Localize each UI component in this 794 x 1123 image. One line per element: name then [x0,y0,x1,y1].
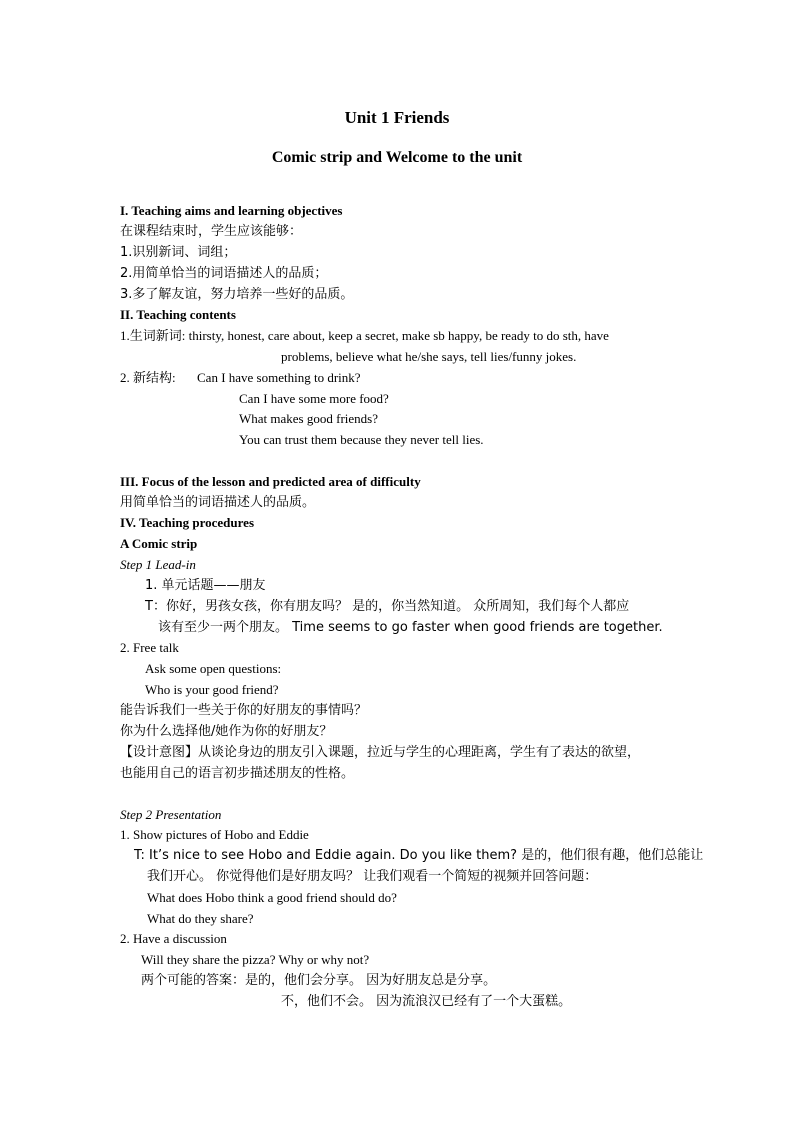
vocabulary-line: 1.生词新词: thirsty, honest, care about, keep a secret, make sb happy, be ready to do sth, have [120,328,609,343]
vocabulary-line: problems, believe what he/she says, tell lies/funny jokes. [281,349,577,364]
step-item: 1. Show pictures of Hobo and Eddie [120,827,309,842]
answer-line: 两个可能的答案：是的，他们会分享。 因为好朋友总是分享。 [141,973,497,988]
design-intent: 也能用自己的语言初步描述朋友的性格。 [120,766,355,781]
step-item: 1. 单元话题——朋友 [145,578,266,593]
teacher-line: 我们开心。 你觉得他们是好朋友吗？ 让我们观看一个简短的视频并回答问题： [147,869,598,884]
question-line: What do they share? [147,911,254,926]
free-talk-question: 能告诉我们一些关于你的好朋友的事情吗？ [120,703,368,718]
teacher-line: T: It’s nice to see Hobo and Eddie again. Do you like them? 是的，他们很有趣，他们总能让 [134,848,704,863]
structure-line: Can I have something to drink? [197,370,361,385]
free-talk-heading: 2. Free talk [120,640,179,655]
section-heading-procedures: IV. Teaching procedures [120,515,255,530]
aims-item: 1.识别新词、词组； [120,245,237,260]
aims-intro: 在课程结束时，学生应该能够： [120,224,303,239]
part-heading-comic-strip: A Comic strip [120,536,198,551]
step-heading: Step 1 Lead-in [120,557,196,572]
focus-text: 用简单恰当的词语描述人的品质。 [120,495,316,510]
free-talk-line: Ask some open questions: [145,661,282,676]
structure-line: What makes good friends? [239,411,378,426]
document-title: Unit 1 Friends [344,108,450,127]
structure-line: Can I have some more food? [239,391,389,406]
design-intent: 【设计意图】从谈论身边的朋友引入课题，拉近与学生的心理距离，学生有了表达的欲望， [120,745,641,760]
aims-item: 2.用简单恰当的词语描述人的品质； [120,266,328,281]
document-subtitle: Comic strip and Welcome to the unit [271,149,523,166]
structure-line: You can trust them because they never tell lies. [239,432,484,447]
free-talk-question: 你为什么选择他/她作为你的好朋友？ [120,724,333,739]
question-line: Will they share the pizza? Why or why not? [141,952,370,967]
answer-line: 不，他们不会。 因为流浪汉已经有了一个大蛋糕。 [281,994,572,1009]
free-talk-line: Who is your good friend? [145,682,279,697]
section-heading-contents: II. Teaching contents [120,307,236,322]
teacher-line: 该有至少一两个朋友。 Time seems to go faster when good friends are together. [158,620,663,635]
step-item: 2. Have a discussion [120,931,227,946]
structure-label: 2. 新结构: [120,370,176,385]
section-heading-focus: III. Focus of the lesson and predicted area of difficulty [120,474,421,489]
question-line: What does Hobo think a good friend should do? [147,890,397,905]
teacher-line: T：你好，男孩女孩，你有朋友吗？ 是的，你当然知道。 众所周知，我们每个人都应 [145,599,630,614]
step-heading: Step 2 Presentation [120,807,222,822]
section-heading-aims: I. Teaching aims and learning objectives [120,203,343,218]
aims-item: 3.多了解友谊，努力培养一些好的品质。 [120,287,354,302]
